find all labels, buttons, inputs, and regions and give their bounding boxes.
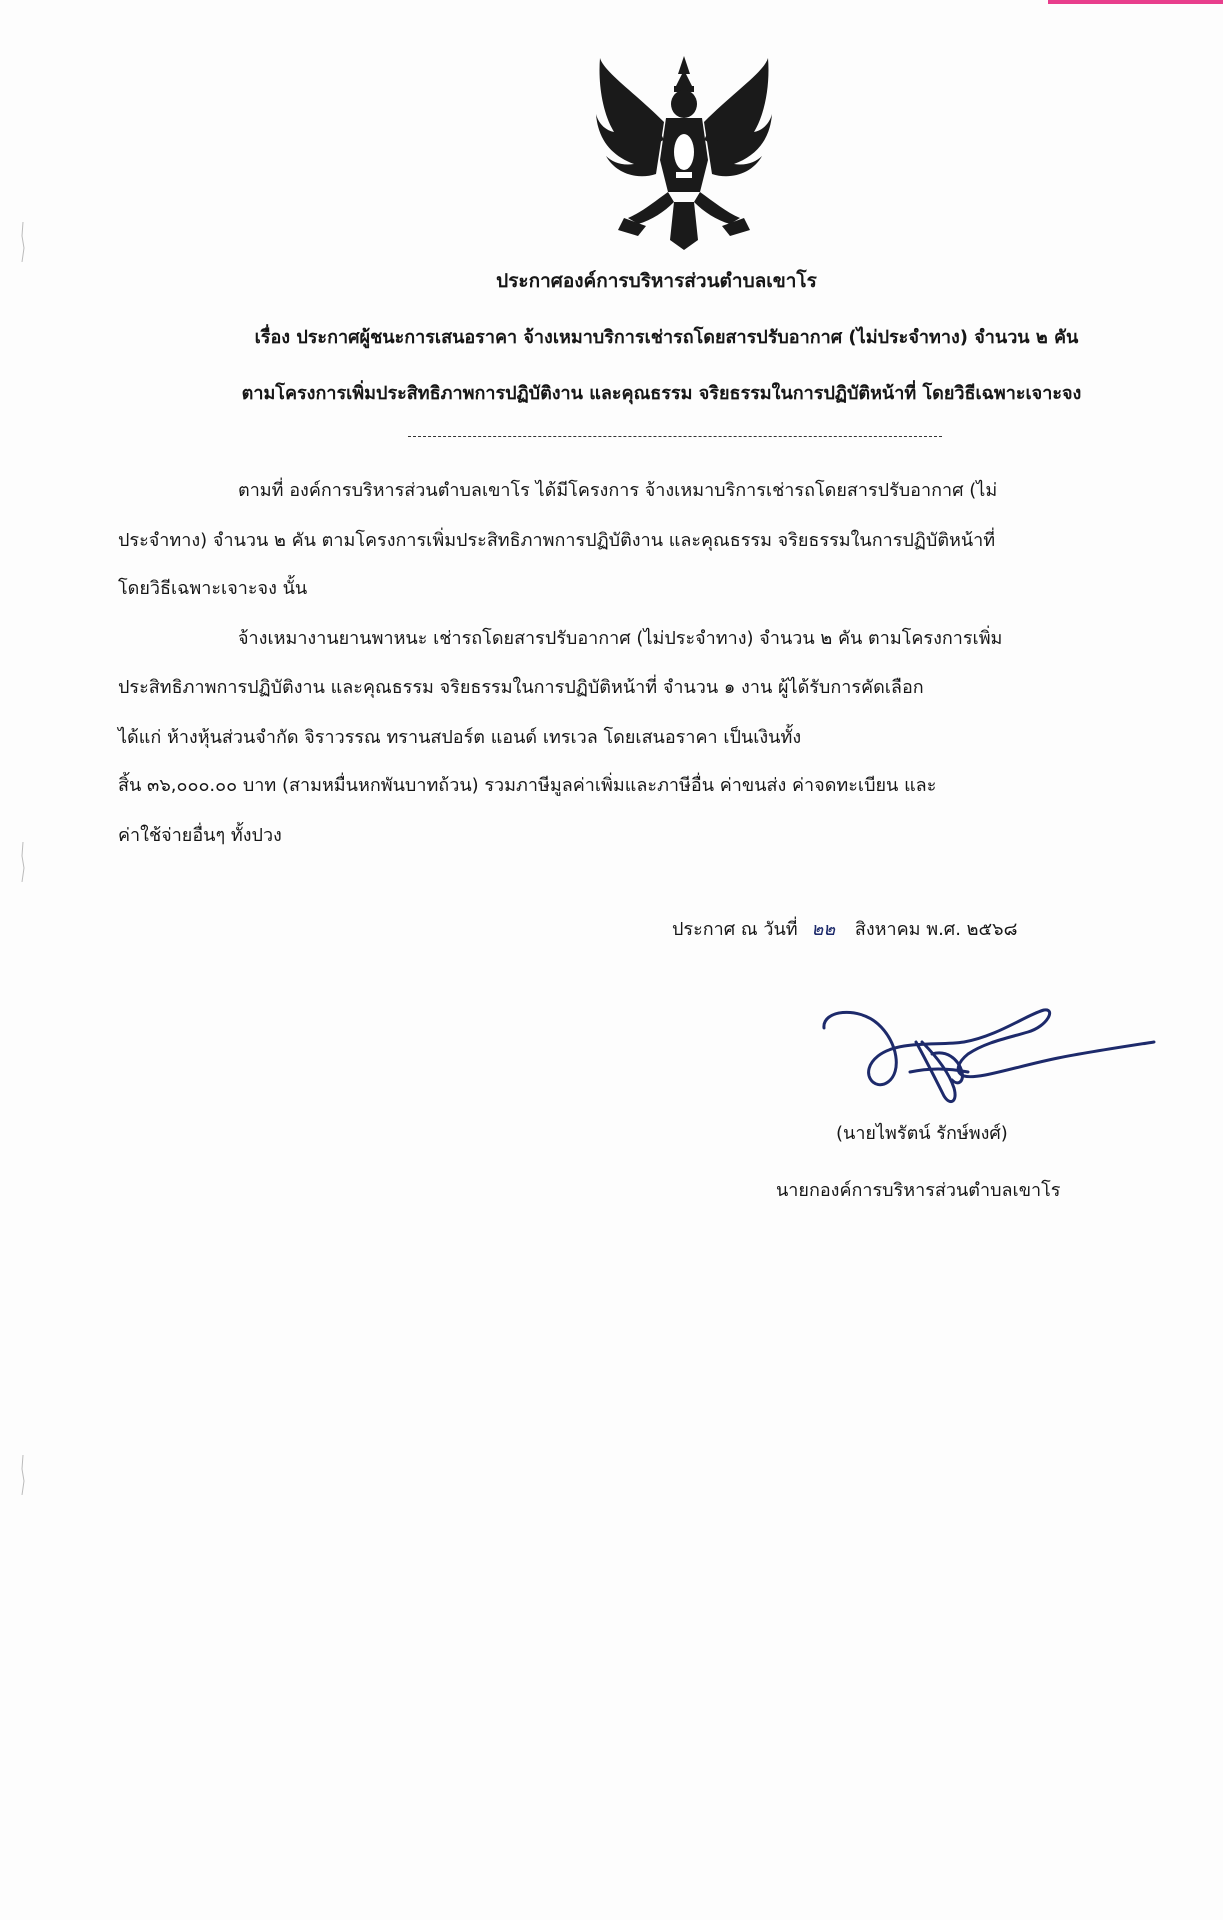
para2-line-5: ค่าใช้จ่ายอื่นๆ ทั้งปวง	[118, 825, 282, 846]
announcement-date	[672, 914, 1017, 943]
scan-edge-mark	[20, 222, 26, 262]
scan-edge-mark	[20, 842, 26, 882]
handwritten-signature-icon	[818, 1002, 1158, 1112]
signatory-name: (นายไพรัตน์ รักษ์พงศ์)	[836, 1123, 1008, 1144]
para2-line-3: ได้แก่ ห้างหุ้นส่วนจำกัด จิราวรรณ ทรานสปอร์ต แอนด์ เทรเวล โดยเสนอราคา เป็นเงินทั้ง	[118, 727, 802, 748]
date-day: ๒๒	[811, 919, 836, 940]
para1-line-1: ตามที่ องค์การบริหารส่วนตำบลเขาโร ได้มีโครงการ จ้างเหมาบริการเช่ารถโดยสารปรับอากาศ (ไม่	[238, 480, 998, 501]
para1-line-3: โดยวิธีเฉพาะเจาะจง นั้น	[118, 578, 308, 599]
subject-line-1: เรื่อง ประกาศผู้ชนะการเสนอราคา จ้างเหมาบริการเช่ารถโดยสารปรับอากาศ (ไม่ประจำทาง) จำนวน ๒ คัน	[254, 327, 1079, 348]
announcement-title: ประกาศองค์การบริหารส่วนตำบลเขาโร	[496, 270, 817, 292]
pink-edge-mark	[1048, 0, 1223, 4]
para2-line-4: สิ้น ๓๖,๐๐๐.๐๐ บาท (สามหมื่นหกพันบาทถ้วน) รวมภาษีมูลค่าเพิ่มและภาษีอื่น ค่าขนส่ง ค่าจดทะเบียน และ	[118, 775, 937, 796]
divider-line	[408, 436, 942, 437]
date-prefix: ประกาศ ณ วันที่	[672, 919, 798, 940]
date-month-year: สิงหาคม พ.ศ. ๒๕๖๘	[854, 919, 1018, 940]
signatory-position: นายกองค์การบริหารส่วนตำบลเขาโร	[776, 1180, 1061, 1201]
para2-line-2: ประสิทธิภาพการปฏิบัติงาน และคุณธรรม จริยธรรมในการปฏิบัติหน้าที่ จำนวน ๑ งาน ผู้ได้รับการคัดเลือก	[118, 677, 924, 698]
garuda-emblem-icon	[594, 52, 774, 252]
scan-edge-mark	[20, 1455, 26, 1495]
para1-line-2: ประจำทาง) จำนวน ๒ คัน ตามโครงการเพิ่มประสิทธิภาพการปฏิบัติงาน และคุณธรรม จริยธรรมในการปฏิบัติหน้าที่	[118, 530, 996, 551]
subject-line-2: ตามโครงการเพิ่มประสิทธิภาพการปฏิบัติงาน และคุณธรรม จริยธรรมในการปฏิบัติหน้าที่ โดยวิธีเฉพาะเจาะจง	[241, 383, 1082, 404]
para2-line-1: จ้างเหมางานยานพาหนะ เช่ารถโดยสารปรับอากาศ (ไม่ประจำทาง) จำนวน ๒ คัน ตามโครงการเพิ่ม	[238, 628, 1003, 649]
